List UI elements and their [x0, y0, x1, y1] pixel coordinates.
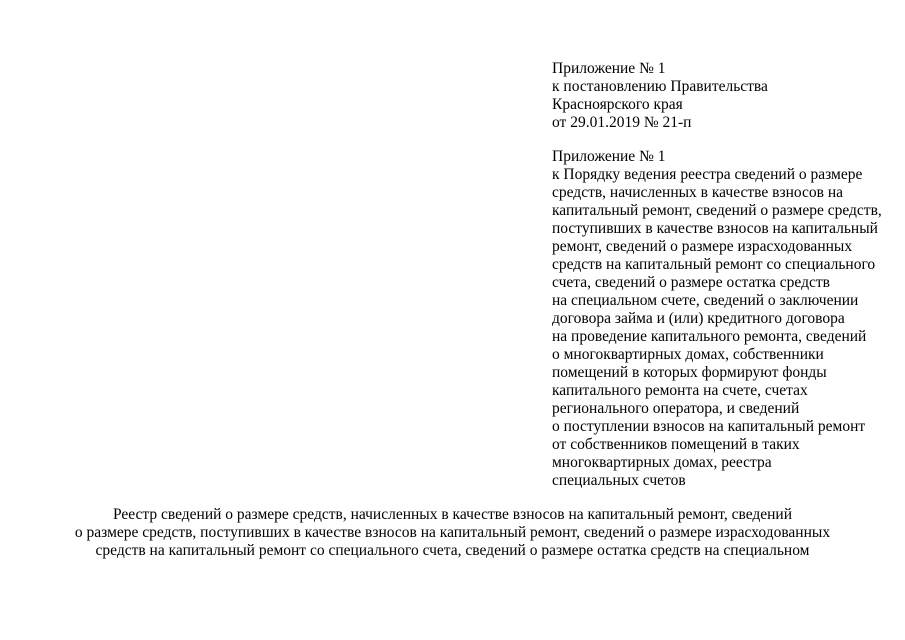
procedure-appendix-line: о многоквартирных домах, собственники: [552, 346, 824, 363]
procedure-appendix-line: к Порядку ведения реестра сведений о размере: [552, 166, 863, 183]
procedure-appendix-line: счета, сведений о размере остатка средств: [552, 274, 830, 291]
registry-title-line: средств на капитальный ремонт со специального счета, сведений о размере остатка средств на специальном: [95, 542, 810, 559]
procedure-appendix-line: договора займа и (или) кредитного договора: [552, 310, 845, 327]
procedure-appendix-line: от собственников помещений в таких: [552, 436, 800, 453]
procedure-appendix-line: капитальный ремонт, сведений о размере средств,: [552, 202, 882, 219]
decree-reference-line: к постановлению Правительства: [552, 78, 768, 95]
procedure-appendix-line: средств на капитальный ремонт со специального: [552, 256, 876, 273]
procedure-appendix-line: специальных счетов: [552, 472, 686, 489]
procedure-appendix-line: регионального оператора, и сведений: [552, 400, 800, 417]
registry-title-line: Реестр сведений о размере средств, начисленных в качестве взносов на капитальный ремонт, сведений: [112, 506, 793, 523]
procedure-appendix-line: о поступлении взносов на капитальный ремонт: [552, 418, 866, 435]
procedure-appendix-line: ремонт, сведений о размере израсходованных: [552, 238, 853, 255]
procedure-appendix-line: капитального ремонта на счете, счетах: [552, 382, 808, 399]
procedure-appendix-line: на специальном счете, сведений о заключении: [552, 292, 859, 309]
procedure-appendix-line: на проведение капитального ремонта, сведений: [552, 328, 867, 345]
decree-date-number-line: от 29.01.2019 № 21-п: [552, 114, 692, 131]
procedure-appendix-line: многоквартирных домах, реестра: [552, 454, 772, 471]
appendix-number-line: Приложение № 1: [552, 60, 666, 77]
procedure-appendix-line: Приложение № 1: [552, 148, 666, 165]
procedure-appendix-line: средств, начисленных в качестве взносов на: [552, 184, 843, 201]
procedure-appendix-line: поступивших в качестве взносов на капитальный: [552, 220, 878, 237]
region-line: Красноярского края: [552, 96, 683, 113]
registry-title-line: о размере средств, поступивших в качестве взносов на капитальный ремонт, сведений о размере израсходованных: [74, 524, 831, 541]
procedure-appendix-line: помещений в которых формируют фонды: [552, 364, 827, 381]
